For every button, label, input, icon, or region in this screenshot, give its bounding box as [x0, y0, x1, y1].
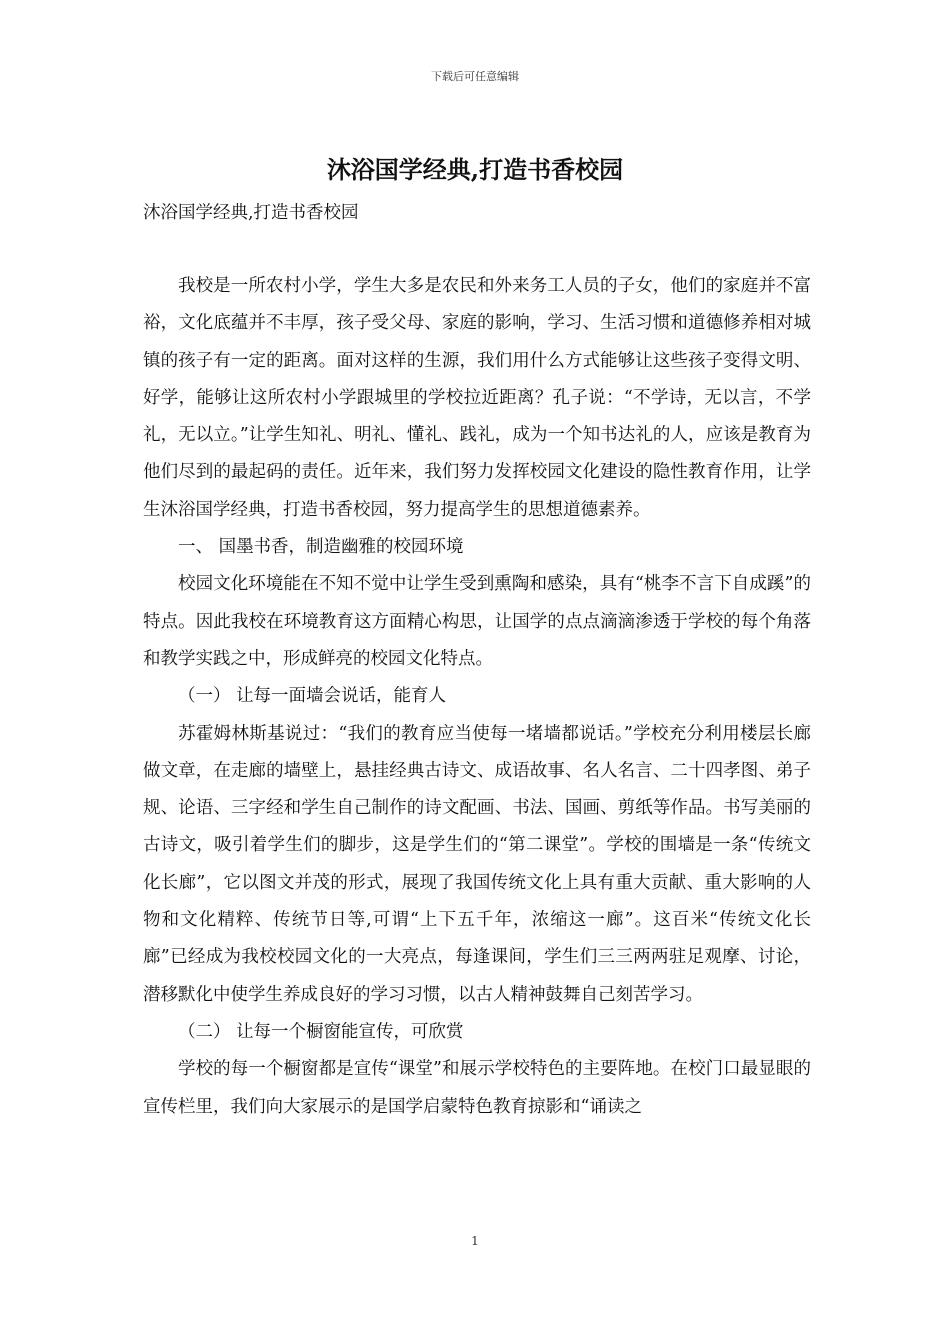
- page-number: 1: [471, 1234, 479, 1248]
- paragraph-environment: 校园文化环境能在不知不觉中让学生受到熏陶和感染，具有“桃李不言下自成蹊”的特点。因此我校在环境教育这方面精心构思，让国学的点点滴滴渗透于学校的每个角落和教学实践之中，形成鲜亮的校园文化特点。: [143, 574, 811, 669]
- subsection-heading-1: （一） 让每一面墙会说话，能育人: [178, 686, 447, 707]
- paragraph-walls: 苏霍姆林斯基说过：“我们的教育应当使每一堵墙都说话。”学校充分利用楼层长廊做文章，在走廊的墙壁上，悬挂经典古诗文、成语故事、名人名言、二十四孝图、弟子规、论语、三字经和学生自己制作的诗文配画、书法、国画、剪纸等作品。书写美丽的古诗文，吸引着学生们的脚步，这是学生们的“第二课堂”。学校的围墙是一条“传统文化长廊”，它以图文并茂的形式，展现了我国传统文化上具有重大贡献、重大影响的人物和文化精粹、传统节日等,可谓“上下五千年，浓缩这一廊”。这百米“传统文化长廊”已经成为我校校园文化的一大亮点，每逢课间，学生们三三两两驻足观摩、讨论，潜移默化中使学生养成良好的学习习惯，以古人精神鼓舞自己刻苦学习。: [143, 723, 811, 1005]
- header-note: 下载后可任意编辑: [431, 70, 519, 83]
- subsection-heading-2: （二） 让每一个橱窗能宣传，可欣赏: [178, 1021, 464, 1042]
- document-body: [143, 268, 811, 1126]
- paragraph-intro: 我校是一所农村小学，学生大多是农民和外来务工人员的子女，他们的家庭并不富裕，文化底蕴并不丰厚，孩子受父母、家庭的影响，学习、生活习惯和道德修养相对城镇的孩子有一定的距离。面对这样的生源，我们用什么方式能够让这些孩子变得文明、好学，能够让这所农村小学跟城里的学校拉近距离？孔子说：“不学诗，无以言，不学礼，无以立。”让学生知礼、明礼、懂礼、践礼，成为一个知书达礼的人，应该是教育为他们尽到的最起码的责任。近年来，我们努力发挥校园文化建设的隐性教育作用，让学生沐浴国学经典，打造书香校园，努力提高学生的思想道德素养。: [143, 276, 811, 520]
- document-subtitle: 沐浴国学经典,打造书香校园: [143, 203, 359, 223]
- paragraph-windows: 学校的每一个橱窗都是宣传“课堂”和展示学校特色的主要阵地。在校门口最显眼的宣传栏里，我们向大家展示的是国学启蒙特色教育掠影和“诵读之: [143, 1059, 811, 1117]
- section-heading-1: 一、 国墨书香，制造幽雅的校园环境: [178, 537, 464, 558]
- document-title: 沐浴国学经典,打造书香校园: [326, 155, 624, 184]
